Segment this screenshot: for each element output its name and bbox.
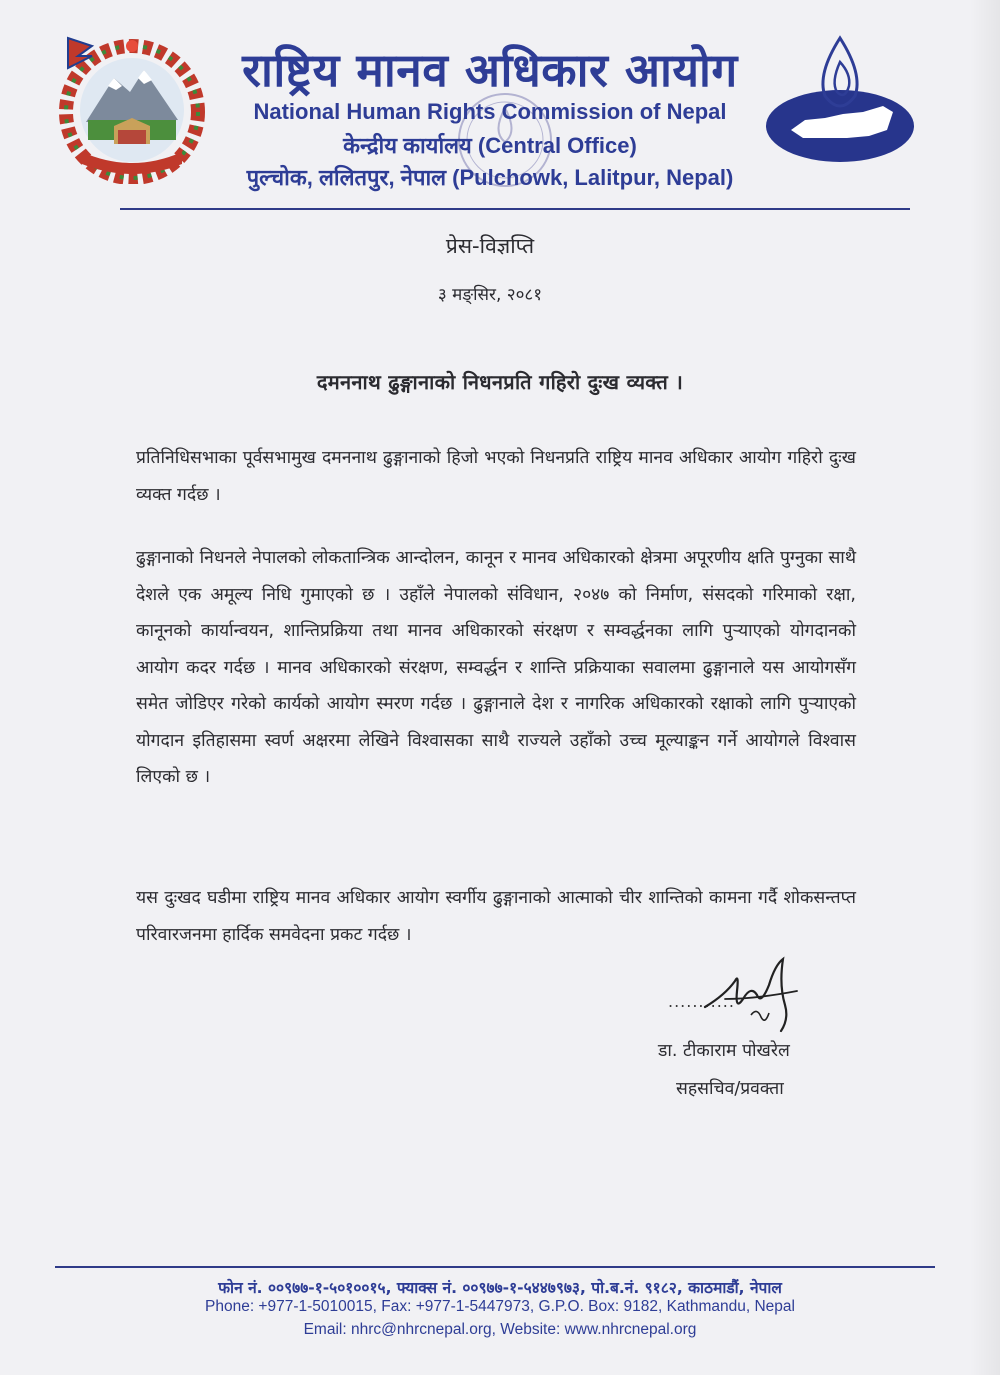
signatory-name: डा. टीकाराम पोखरेल — [658, 1041, 790, 1061]
footer-contact-nepali: फोन नं. ००९७७-१-५०१००१५, फ्याक्स नं. ००९७७-१-५४४७९७३, पो.ब.नं. ९१८२, काठमाडौं, नेपाल — [218, 1279, 782, 1297]
headline: दमननाथ ढुङ्गानाको निधनप्रति गहिरो दुःख व्यक्त । — [316, 370, 684, 394]
paragraph: ढुङ्गानाको निधनले नेपालको लोकतान्त्रिक आन्दोलन, कानून र मानव अधिकारको क्षेत्रमा अपूरणीय क्षति पुग्नुका साथै देशले एक अमूल्य निधि गुमाएको छ । उहाँले नेपालको संविधान, २०४७ को निर्माण, संसदको गरिमाको रक्षा, कानूनको कार्यान्वयन, शान्तिप्रक्रिया तथा मानव अधिकारको संरक्षण र सम्वर्द्धनका लागि पुर्‍याएको योगदानको आयोग कदर गर्दछ । मानव अधिकारको संरक्षण, सम्वर्द्धन र शान्ति प्रक्रियाका सवालमा ढुङ्गानाले यस आयोगसँग समेत जोडिएर गरेको कार्यको आयोग स्मरण गर्दछ । ढुङ्गानाले देश र नागरिक अधिकारको रक्षाको लागि पुर्‍याएको योगदान इतिहासमा स्वर्ण अक्षरमा लेखिने विश्वासका साथै राज्यले उहाँको उच्च मूल्याङ्कन गर्ने आयोगले विश्वास लिएको छ । — [136, 548, 856, 787]
document-type: प्रेस-विज्ञप्ति — [445, 234, 535, 258]
letterhead-title-english: National Human Rights Commission of Nepal — [253, 99, 727, 124]
letterhead-title-nepali: राष्ट्रिय मानव अधिकार आयोग — [242, 43, 738, 97]
signature-dots: ........... — [668, 992, 735, 1011]
nepal-emblem-icon — [52, 34, 212, 184]
paragraph: प्रतिनिधिसभाका पूर्वसभामुख दमननाथ ढुङ्गानाको हिजो भएको निधनप्रति राष्ट्रिय मानव अधिकार आयोग गहिरो दुःख व्यक्त गर्दछ । — [136, 448, 856, 505]
letterhead-office: केन्द्रीय कार्यालय (Central Office) — [343, 133, 637, 158]
paragraph: यस दुःखद घडीमा राष्ट्रिय मानव अधिकार आयोग स्वर्गीय ढुङ्गानाको आत्माको चीर शान्तिको कामना गर्दै शोकसन्तप्त परिवारजनमा हार्दिक समवेदना प्रकट गर्दछ । — [136, 888, 856, 945]
handwritten-signature — [665, 955, 825, 1035]
header-divider — [120, 208, 910, 210]
scan-edge-shadow — [970, 0, 1000, 1375]
release-date: ३ मङ्सिर, २०८१ — [437, 285, 543, 305]
footer-email-website: Email: nhrc@nhrcnepal.org, Website: www.nhrcnepal.org — [303, 1321, 697, 1338]
footer-contact-english: Phone: +977-1-5010015, Fax: +977-1-5447973, G.P.O. Box: 9182, Kathmandu, Nepal — [205, 1298, 795, 1315]
footer-divider — [55, 1266, 935, 1268]
nhrc-logo-icon — [765, 34, 915, 164]
signatory-title: सहसचिव/प्रवक्ता — [676, 1079, 784, 1099]
letterhead-address: पुल्चोक, ललितपुर, नेपाल (Pulchowk, Lalitpur, Nepal) — [246, 165, 734, 190]
